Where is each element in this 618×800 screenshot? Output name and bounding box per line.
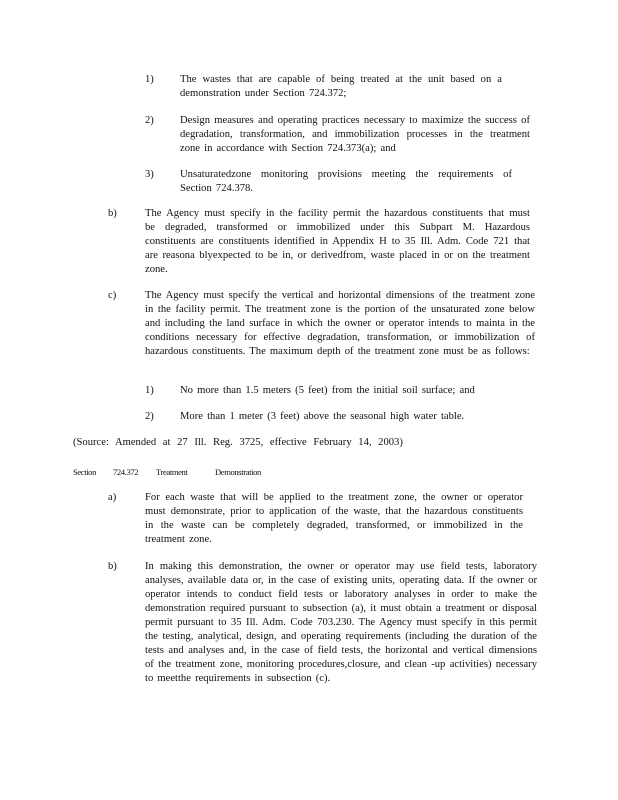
subsection-text: The Agency must specify the vertical and horizontal dimensions of the treatment zone in the facility permit. The treatment zone is the portion of the unsaturated zone below and including the land surface in which the owner or operator intends to mainta in the conditions necessary for effective degradation, transformation, or immobilization of hazardous constituents. The maximum depth of the treatment zone must be as follows: [145,290,535,357]
subsection-text: The Agency must specify in the facility permit the hazardous constituents that must be degraded, transformed or immobilized under this Subpart M. Hazardous constituents are constituents identified in Appendix H to 35 Ill. Adm. Code 721 that are reasona blyexpected to be in, or derivedfrom, waste placed in or on the treatment zone. [145,208,530,275]
item-label: 2) [145,411,154,422]
subsection-label: c) [108,290,117,301]
item-label: 1) [145,74,154,85]
item-text: The wastes that are capable of being treated at the unit based on a demonstration under Section 724.372; [180,74,502,99]
section-number: 724.372 [113,467,139,477]
item-text: Design measures and operating practices necessary to maximize the success of degradation, transformation, and immobilization processes in the treatment zone in accordance with Section 724.373(a); and [180,115,530,154]
subsection-text: In making this demonstration, the owner or operator may use field tests, laboratory analyses, available data or, in the case of existing units, operating data. If the owner or operator intends to conduct field tests or laboratory analyses in order to make the demonstration required pursuant to subsection (a), it must obtain a treatment or disposal permit pursuant to 35 Ill. Adm. Code 703.230. The Agency must specify in this permit the testing, analytical, design, and operating requirements (including the duration of the tests and analyses and, in the case of field tests, the horizontal and vertical dimensions of the treatment zone, monitoring procedures,closure, and clean -up activities) necessary to meetthe requirements in subsection (c). [145,561,537,684]
item-text: More than 1 meter (3 feet) above the seasonal high water table. [180,411,465,422]
item-label: 2) [145,115,154,126]
section-title-word: Treatment [156,467,188,477]
subsection-label: b) [108,561,117,572]
section-word: Section [73,467,96,477]
item-text: No more than 1.5 meters (5 feet) from the initial soil surface; and [180,385,475,396]
subsection-label: a) [108,492,117,503]
subsection-text: For each waste that will be applied to the treatment zone, the owner or operator must demonstrate, prior to application of the waste, that the hazardous constituents in the waste can be completely degraded, transformed, or immobilized in the treatment zone. [145,492,523,545]
item-text: Unsaturatedzone monitoring provisions meeting the requirements of Section 724.378. [180,169,512,194]
item-label: 1) [145,385,154,396]
subsection-label: b) [108,208,117,219]
item-label: 3) [145,169,154,180]
source-note: (Source: Amended at 27 Ill. Reg. 3725, effective February 14, 2003) [73,437,403,448]
section-title-word: Demonstration [215,467,261,477]
